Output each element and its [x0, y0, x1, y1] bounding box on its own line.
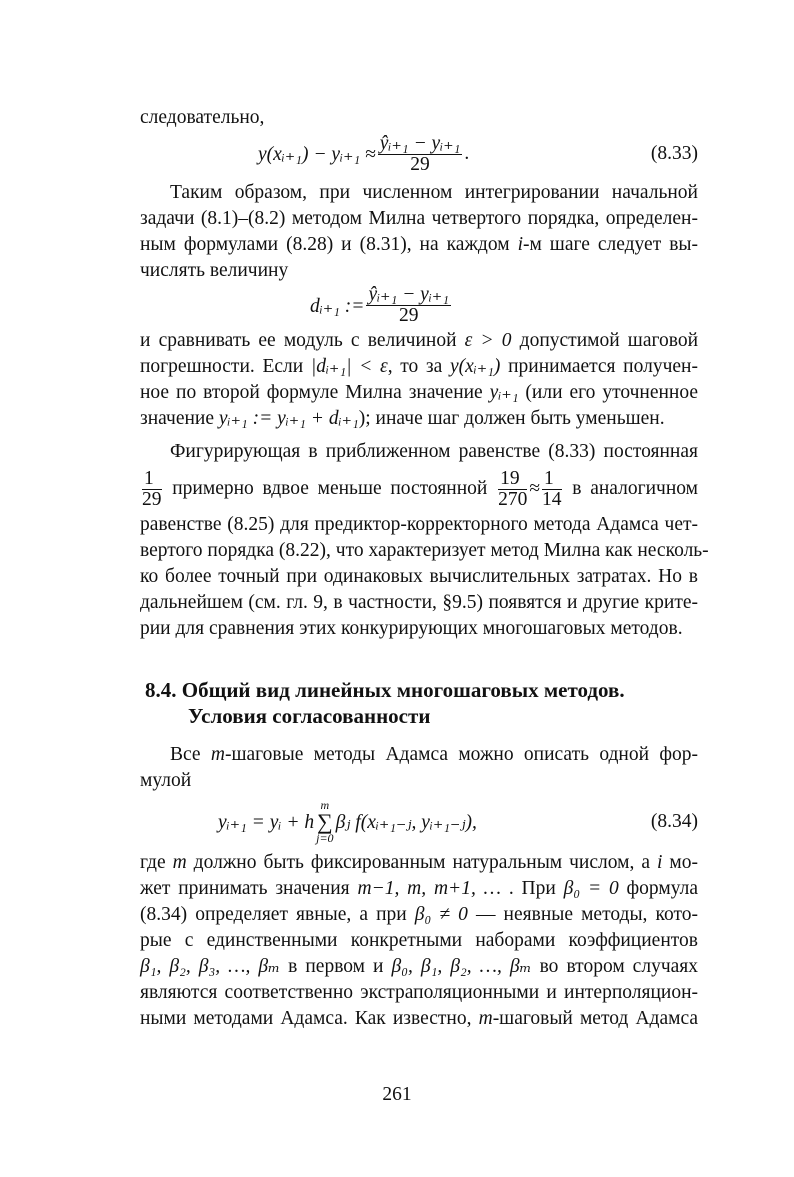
sum-upper-limit: m	[320, 798, 330, 812]
text-line	[140, 902, 698, 928]
text: ными методами Адамса. Как известно,	[140, 1008, 479, 1029]
math: β₀, β₁, β₂, …, βₘ	[391, 956, 532, 977]
text-line	[140, 354, 698, 380]
text-line: вертого порядка (8.22), что характеризует метод Милна как несколь-	[140, 540, 709, 561]
text: значение	[140, 408, 219, 429]
text: — неявные методы, кото-	[467, 904, 698, 925]
fraction	[542, 469, 562, 510]
math: y(xᵢ₊₁)	[449, 356, 501, 377]
text-line: дальнейшем (см. гл. 9, в частности, §9.5) появятся и другие крите-	[140, 592, 698, 613]
numerator: 19	[498, 469, 527, 490]
text-line	[140, 1006, 698, 1032]
math: m	[210, 744, 225, 765]
equation-d	[140, 284, 698, 327]
text-line	[140, 742, 698, 768]
text: принимается получен-	[500, 356, 698, 377]
sum-sign: ∑	[317, 809, 333, 834]
equation-8-33	[140, 131, 698, 177]
text-line: числять величину	[140, 260, 289, 281]
numerator: 1	[142, 469, 162, 490]
text-line: рые с единственными конкретными наборами коэффициентов	[140, 930, 698, 951]
equation-number: (8.33)	[650, 143, 698, 164]
text: должно быть фиксированным натуральным числом, а	[186, 852, 657, 873]
text: и сравнивать ее модуль с величиной	[140, 330, 465, 351]
text: где	[140, 852, 173, 873]
text: (или его уточненное	[518, 382, 699, 403]
fraction	[366, 285, 451, 326]
denominator: 29	[398, 305, 419, 326]
numerator: 1	[542, 469, 562, 490]
math: i	[656, 852, 663, 873]
text-line	[140, 232, 698, 258]
text: формула	[618, 878, 698, 899]
numerator: ŷᵢ₊₁ − yᵢ₊₁	[379, 132, 461, 154]
section-heading: 8.4. Общий вид линейных многошаговых методов.	[145, 678, 625, 702]
text: , то за	[387, 356, 450, 377]
math: yᵢ₊₁	[489, 382, 519, 403]
math: β₀ = 0	[563, 878, 619, 899]
fraction	[498, 469, 527, 510]
text-line: равенстве (8.25) для предиктор-корректорного метода Адамса чет-	[140, 514, 698, 535]
math: yᵢ₊₁ := yᵢ₊₁ + dᵢ₊₁	[218, 408, 359, 429]
numerator: ŷᵢ₊₁ − yᵢ₊₁	[368, 284, 449, 305]
denominator: 29	[410, 153, 430, 175]
section-subheading: Условия согласованности	[188, 704, 431, 728]
text-line	[140, 954, 698, 980]
text-line: являются соответственно экстраполяционными и интерполяцион-	[140, 982, 698, 1003]
text: ); иначе шаг должен быть уменьшен.	[358, 408, 665, 429]
text: ным формулами (8.28) и (8.31), на каждом	[140, 234, 518, 255]
text: во втором случаях	[531, 956, 699, 977]
math: i	[517, 234, 523, 255]
approx-sign: ≈	[529, 478, 541, 499]
text-line	[140, 328, 698, 354]
eq-rhs: βⱼ f(xᵢ₊₁₋ⱼ, yᵢ₊₁₋ⱼ),	[335, 812, 477, 833]
text-line: следовательно,	[140, 107, 265, 128]
math: |dᵢ₊₁| < ε	[310, 356, 388, 377]
text: в аналогичном	[563, 478, 698, 499]
eq-lhs: y(xᵢ₊₁) − yᵢ₊₁ ≈	[258, 144, 376, 165]
text: примерно вдвое меньше постоянной	[163, 478, 497, 499]
text: ное по второй формуле Милна значение	[140, 382, 490, 403]
page-number: 261	[382, 1084, 412, 1105]
math: ε > 0	[464, 330, 512, 351]
text-line: рии для сравнения этих конкурирующих многошаговых методов.	[140, 618, 683, 639]
fraction	[378, 134, 463, 175]
text-line: ко более точный при одинаковых вычислительных затратах. Но в	[140, 566, 698, 587]
math: β₀ ≠ 0	[414, 904, 468, 925]
text-line: Фигурирующая в приближенном равенстве (8.33) постоянная	[170, 441, 698, 462]
text-line	[140, 406, 698, 432]
text: в первом и	[280, 956, 392, 977]
eq-lhs: dᵢ₊₁ :=	[310, 295, 365, 317]
eq-lhs: yᵢ₊₁ = yᵢ + h	[218, 812, 315, 833]
math: β₁, β₂, β₃, …, βₘ	[140, 956, 281, 977]
text-line	[140, 876, 698, 902]
text: погрешности. Если	[140, 356, 311, 377]
text: Все	[170, 744, 211, 765]
equation-number: (8.34)	[650, 811, 698, 832]
math: m	[478, 1008, 493, 1029]
text: -шаговые методы Адамса можно описать одной фор-	[224, 744, 698, 765]
math: m	[172, 852, 187, 873]
sum-lower-limit: j=0	[316, 831, 334, 845]
denominator: 270	[498, 489, 528, 511]
text: -шаговый метод Адамса	[492, 1008, 698, 1029]
text-line	[140, 467, 698, 511]
text-line	[140, 380, 698, 406]
text-line: мулой	[140, 770, 192, 791]
text: (8.34) определяет явные, а при	[140, 904, 415, 925]
text-line: Таким образом, при численном интегрировании начальной	[170, 182, 698, 203]
summation	[316, 799, 333, 845]
text: допустимой шаговой	[511, 330, 698, 351]
denominator: 14	[542, 489, 562, 511]
text-line: задачи (8.1)–(8.2) методом Милна четвертого порядка, определен-	[140, 208, 698, 229]
fraction	[142, 469, 162, 510]
text: мо-	[662, 852, 698, 873]
text: -м шаге следует вы-	[522, 234, 699, 255]
denominator: 29	[142, 489, 162, 511]
text-line	[140, 850, 698, 876]
equation-8-34	[140, 797, 698, 847]
text: . При	[501, 878, 564, 899]
text: жет принимать значения	[140, 878, 358, 899]
math: m−1, m, m+1, …	[357, 878, 501, 899]
eq-tail: .	[464, 143, 470, 164]
